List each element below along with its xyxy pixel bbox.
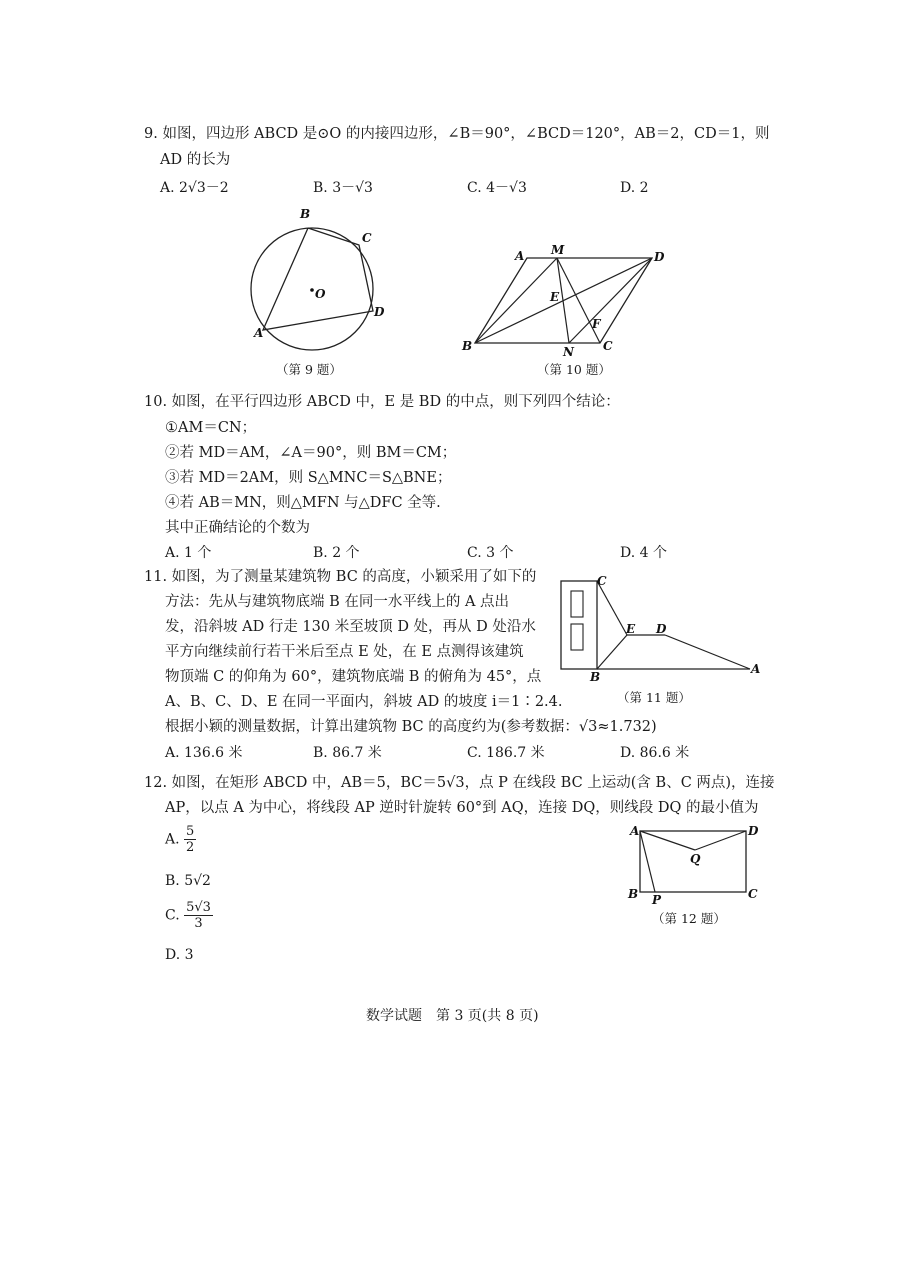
q10-option-b: B. 2 个: [313, 545, 360, 561]
q12-label-a: A: [630, 824, 640, 838]
q11-label-d: D: [656, 622, 667, 636]
q10-figure: [455, 240, 670, 365]
q10-label-d: D: [654, 250, 665, 264]
q12-figure: [622, 820, 772, 906]
page-footer: 数学试题 第 3 页(共 8 页): [366, 1008, 539, 1024]
q11-sight-line-ec: [597, 581, 627, 635]
q10-figure-caption: （第 10 题）: [537, 362, 611, 377]
q12-stem-line1: 12. 如图，在矩形 ABCD 中，AB＝5，BC＝5√3，点 P 在线段 BC 上运动(含 B、C 两点)，连接: [144, 775, 775, 791]
q12-option-a-denominator: 2: [186, 840, 195, 855]
q9-option-b: B. 3－√3: [313, 180, 373, 196]
q11-line-4: 平方向继续前行若干米后至点 E 处，在 E 点测得该建筑: [165, 644, 524, 660]
q11-line-7: 根据小颖的测量数据，计算出建筑物 BC 的高度约为(参考数据：√3≈1.732): [165, 719, 657, 735]
q10-stem: 10. 如图，在平行四边形 ABCD 中，E 是 BD 的中点，则下列四个结论：: [144, 394, 620, 410]
q12-label-d: D: [748, 824, 759, 838]
q9-label-o: O: [315, 287, 326, 301]
q12-option-c-prefix: C.: [165, 907, 180, 924]
q9-stem-line1: 9. 如图，四边形 ABCD 是⊙O 的内接四边形，∠B＝90°，∠BCD＝120°，AB＝2，CD＝1，则: [144, 126, 770, 142]
q11-figure: [555, 573, 765, 685]
q11-building: [561, 581, 597, 669]
q9-option-c: C. 4－√3: [467, 180, 527, 196]
q12-label-c: C: [748, 887, 758, 901]
q10-label-n: N: [563, 345, 574, 359]
q11-option-c: C. 186.7 米: [467, 745, 545, 761]
q9-stem-line2: AD 的长为: [160, 152, 231, 168]
q11-label-b: B: [590, 670, 601, 684]
q10-label-a: A: [515, 249, 525, 263]
q10-conclusion-1: ①AM＝CN；: [165, 420, 257, 436]
q12-option-c-numerator: 5√3: [186, 900, 211, 915]
q11-line-3: 发，沿斜坡 AD 行走 130 米至坡顶 D 处，再从 D 处沿水: [165, 619, 536, 635]
q12-segment-qd: [695, 831, 746, 850]
q12-label-p: P: [652, 893, 662, 906]
q9-label-a: A: [254, 326, 264, 340]
q10-conclusion-4: ④若 AB＝MN，则△MFN 与△DFC 全等.: [165, 495, 441, 511]
q10-option-a: A. 1 个: [165, 545, 212, 561]
q12-segment-aq: [640, 831, 695, 850]
q11-option-b: B. 86.7 米: [313, 745, 382, 761]
q12-figure-caption: （第 12 题）: [652, 911, 726, 926]
q9-label-c: C: [362, 231, 372, 245]
q10-conclusion-3: ③若 MD＝2AM，则 S△MNC＝S△BNE；: [165, 470, 452, 486]
q11-window-upper: [571, 591, 583, 617]
q10-segment-bm: [475, 258, 557, 343]
q10-label-e: E: [550, 290, 560, 304]
q11-slope-da: [665, 635, 750, 669]
q11-option-d: D. 86.6 米: [620, 745, 690, 761]
q9-label-d: D: [374, 305, 385, 319]
q12-label-q: Q: [690, 852, 701, 866]
q11-label-c: C: [597, 574, 607, 588]
q10-option-d: D. 4 个: [620, 545, 667, 561]
q11-line-2: 方法：先从与建筑物底端 B 在同一水平线上的 A 点出: [165, 594, 510, 610]
q9-figure: [240, 203, 400, 353]
q11-line-1: 11. 如图，为了测量某建筑物 BC 的高度，小颖采用了如下的: [144, 569, 537, 585]
q11-line-5: 物顶端 C 的仰角为 60°，建筑物底端 B 的俯角为 45°，点: [165, 669, 542, 685]
q10-question: 其中正确结论的个数为: [165, 520, 310, 536]
q11-line-6: A、B、C、D、E 在同一平面内，斜坡 AD 的坡度 i＝1∶2.4.: [165, 694, 563, 710]
q12-segment-ap: [640, 831, 655, 892]
q10-option-c: C. 3 个: [467, 545, 514, 561]
q11-label-a: A: [751, 662, 761, 676]
q9-figure-caption: （第 9 题）: [276, 362, 342, 377]
q10-label-m: M: [551, 243, 565, 257]
q12-option-a-numerator: 5: [186, 824, 195, 839]
q12-option-d: D. 3: [165, 947, 194, 963]
q9-label-b: B: [300, 207, 311, 221]
q11-window-lower: [571, 624, 583, 650]
q12-option-c-denominator: 3: [194, 916, 203, 931]
q10-label-b: B: [462, 339, 473, 353]
q12-stem-line2: AP，以点 A 为中心，将线段 AP 逆时针旋转 60°到 AQ，连接 DQ，则线段 DQ 的最小值为: [165, 800, 759, 816]
q12-label-b: B: [628, 887, 639, 901]
q10-conclusion-2: ②若 MD＝AM，∠A＝90°，则 BM＝CM；: [165, 445, 457, 461]
q11-option-a: A. 136.6 米: [165, 745, 243, 761]
q10-segment-nd: [569, 258, 652, 343]
q12-option-c: [165, 900, 213, 931]
q11-figure-caption: （第 11 题）: [617, 690, 691, 705]
q11-label-e: E: [626, 622, 636, 636]
q9-option-a: A. 2√3－2: [160, 180, 229, 196]
q11-sight-line-eb: [597, 635, 627, 669]
q12-option-a-prefix: A.: [165, 831, 180, 848]
q9-option-d: D. 2: [620, 180, 649, 196]
q10-label-c: C: [603, 339, 613, 353]
q12-option-a: [165, 824, 196, 855]
q9-quadrilateral: [263, 228, 373, 330]
q12-option-b: B. 5√2: [165, 873, 211, 889]
q9-center-point: [310, 288, 314, 292]
q10-label-f: F: [592, 317, 601, 331]
q12-option-a-fraction: [184, 824, 196, 855]
q12-option-c-fraction: [184, 900, 213, 931]
